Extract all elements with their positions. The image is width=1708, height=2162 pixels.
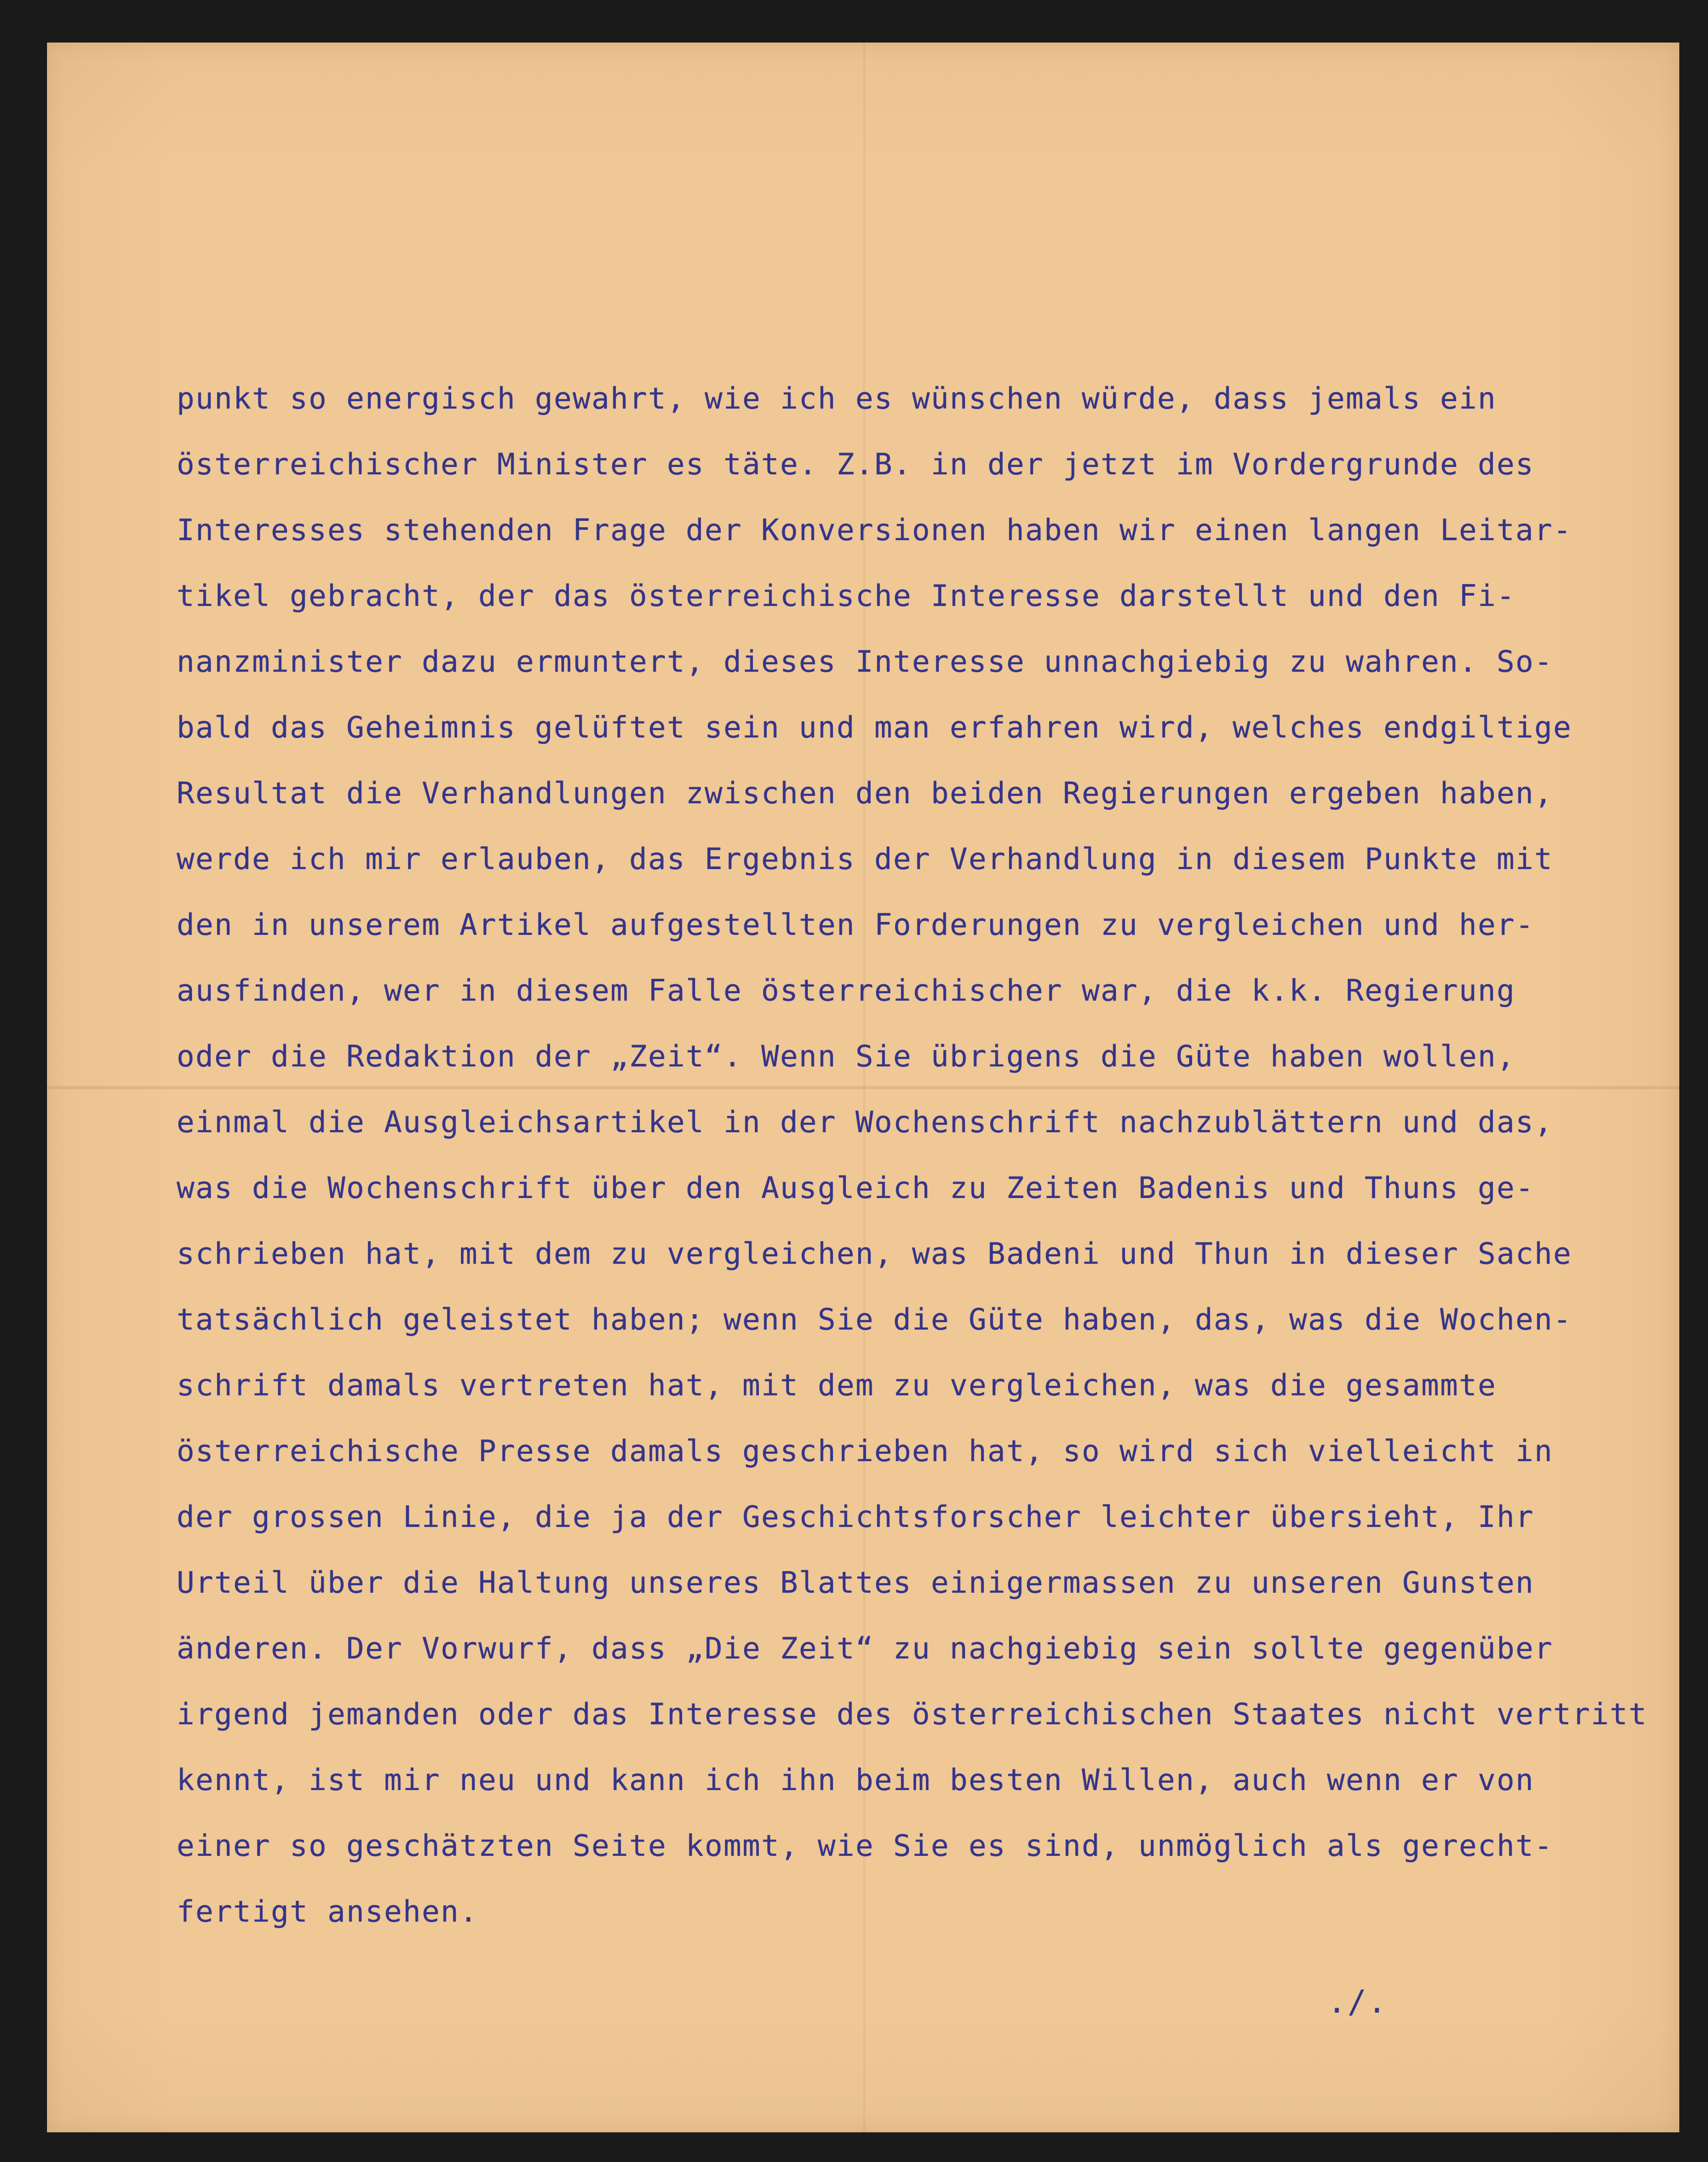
text-line: was die Wochenschrift über den Ausgleich zu Zeiten Badenis und Thuns ge- — [177, 1171, 1534, 1205]
text-line: schrieben hat, mit dem zu vergleichen, was Badeni und Thun in dieser Sache — [177, 1237, 1572, 1271]
text-line: irgend jemanden oder das Interesse des österreichischen Staates nicht vertritt — [177, 1697, 1648, 1732]
text-line: der grossen Linie, die ja der Geschichtsforscher leichter übersieht, Ihr — [177, 1500, 1534, 1534]
text-line: einer so geschätzten Seite kommt, wie Sie es sind, unmöglich als gerecht- — [177, 1829, 1553, 1863]
letter-body — [177, 379, 1648, 1958]
text-line: Resultat die Verhandlungen zwischen den beiden Regierungen ergeben haben, — [177, 776, 1553, 811]
text-line: den in unserem Artikel aufgestellten Forderungen zu vergleichen und her- — [177, 908, 1534, 942]
text-line: nanzminister dazu ermuntert, dieses Interesse unnachgiebig zu wahren. So- — [177, 644, 1553, 679]
text-line: schrift damals vertreten hat, mit dem zu vergleichen, was die gesammte — [177, 1368, 1497, 1403]
text-line: tikel gebracht, der das österreichische Interesse darstellt und den Fi- — [177, 579, 1516, 613]
text-line: fertigt ansehen. — [177, 1894, 478, 1929]
continuation-mark: ./. — [1327, 1984, 1387, 2021]
text-line: oder die Redaktion der „Zeit“. Wenn Sie übrigens die Güte haben wollen, — [177, 1039, 1516, 1074]
text-line: österreichischer Minister es täte. Z.B. in der jetzt im Vordergrunde des — [177, 447, 1534, 482]
text-line: österreichische Presse damals geschrieben hat, so wird sich vielleicht in — [177, 1434, 1553, 1469]
text-line: änderen. Der Vorwurf, dass „Die Zeit“ zu nachgiebig sein sollte gegenüber — [177, 1631, 1553, 1666]
text-line: werde ich mir erlauben, das Ergebnis der Verhandlung in diesem Punkte mit — [177, 842, 1553, 876]
text-line: kennt, ist mir neu und kann ich ihn beim besten Willen, auch wenn er von — [177, 1763, 1534, 1797]
text-line: Interesses stehenden Frage der Konversionen haben wir einen langen Leitar- — [177, 513, 1572, 548]
text-line: einmal die Ausgleichsartikel in der Wochenschrift nachzublättern und das, — [177, 1105, 1553, 1140]
text-line: tatsächlich geleistet haben; wenn Sie die Güte haben, das, was die Wochen- — [177, 1302, 1572, 1337]
text-line: Urteil über die Haltung unseres Blattes einigermassen zu unseren Gunsten — [177, 1565, 1534, 1600]
text-line: bald das Geheimnis gelüftet sein und man erfahren wird, welches endgiltige — [177, 710, 1572, 745]
text-line: punkt so energisch gewahrt, wie ich es wünschen würde, dass jemals ein — [177, 381, 1497, 416]
text-line: ausfinden, wer in diesem Falle österreichischer war, die k.k. Regierung — [177, 973, 1516, 1008]
letter-page — [47, 43, 1679, 2132]
